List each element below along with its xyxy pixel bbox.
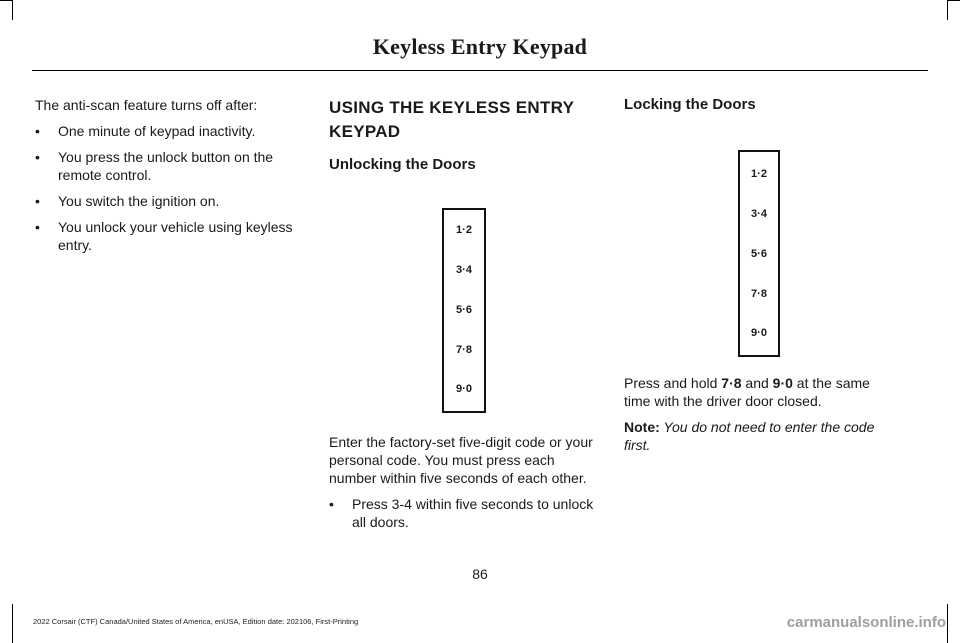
crop-mark (947, 604, 948, 643)
keypad-key: 1·2 (456, 224, 472, 236)
column-middle (329, 96, 604, 174)
keypad-key: 5·6 (751, 248, 767, 260)
lock-text-mid: and (741, 375, 773, 391)
keypad-key: 3·4 (456, 264, 472, 276)
anti-scan-list (35, 122, 300, 254)
key-reference: 7·8 (721, 375, 742, 391)
keypad-key: 5·6 (456, 304, 472, 316)
keypad-illustration-unlock (442, 208, 486, 413)
crop-mark (12, 604, 13, 643)
page-title: Keyless Entry Keypad (372, 34, 588, 59)
section-heading-line1: USING THE KEYLESS ENTRY (329, 98, 575, 117)
column-right (624, 96, 899, 114)
list-item: • One minute of keypad inactivity. (35, 122, 300, 140)
column-right-lower (624, 374, 899, 462)
note-text: You do not need to enter the code first. (624, 419, 875, 453)
code-instructions: Enter the factory-set five-digit code or your personal code. You must press each number within five seconds of each other. (329, 434, 593, 486)
keypad-key: 7·8 (456, 344, 472, 356)
crop-mark (12, 0, 13, 20)
intro-text: The anti-scan feature turns off after: (35, 97, 258, 113)
section-heading (329, 96, 604, 144)
keypad-key: 3·4 (751, 208, 767, 220)
section-heading-line2: KEYPAD (329, 122, 401, 141)
lock-text-pre: Press and hold (624, 375, 722, 391)
note (624, 418, 899, 454)
list-item: • You press the unlock button on the remote control. (35, 148, 300, 184)
key-reference: 9·0 (772, 375, 793, 391)
page-number: 86 (472, 566, 488, 582)
locking-heading: Locking the Doors (624, 96, 756, 113)
watermark: carmanualsonline.info (786, 614, 946, 631)
keypad-key: 9·0 (456, 383, 472, 395)
keypad-key: 9·0 (751, 327, 767, 339)
crop-mark (0, 0, 12, 1)
lock-text-post: at the same time with the driver door closed. (624, 375, 870, 409)
unlock-list (329, 495, 604, 531)
unlocking-heading: Unlocking the Doors (329, 156, 476, 173)
keypad-key: 1·2 (751, 168, 767, 180)
list-item: • You switch the ignition on. (35, 192, 300, 210)
keypad-illustration-lock (738, 150, 780, 357)
list-item: • Press 3-4 within five seconds to unlock all doors. (329, 495, 604, 531)
column-left (35, 96, 300, 262)
keypad-key: 7·8 (751, 288, 767, 300)
list-item: • You unlock your vehicle using keyless entry. (35, 218, 300, 254)
header-rule (32, 70, 928, 71)
edition-info: 2022 Corsair (CTF) Canada/United States of America, enUSA, Edition date: 202106, First-Printing (33, 617, 359, 626)
column-middle-lower (329, 433, 604, 539)
lock-instructions (624, 374, 899, 410)
crop-mark (947, 0, 948, 20)
crop-mark (948, 0, 960, 1)
note-label: Note: (624, 419, 660, 435)
